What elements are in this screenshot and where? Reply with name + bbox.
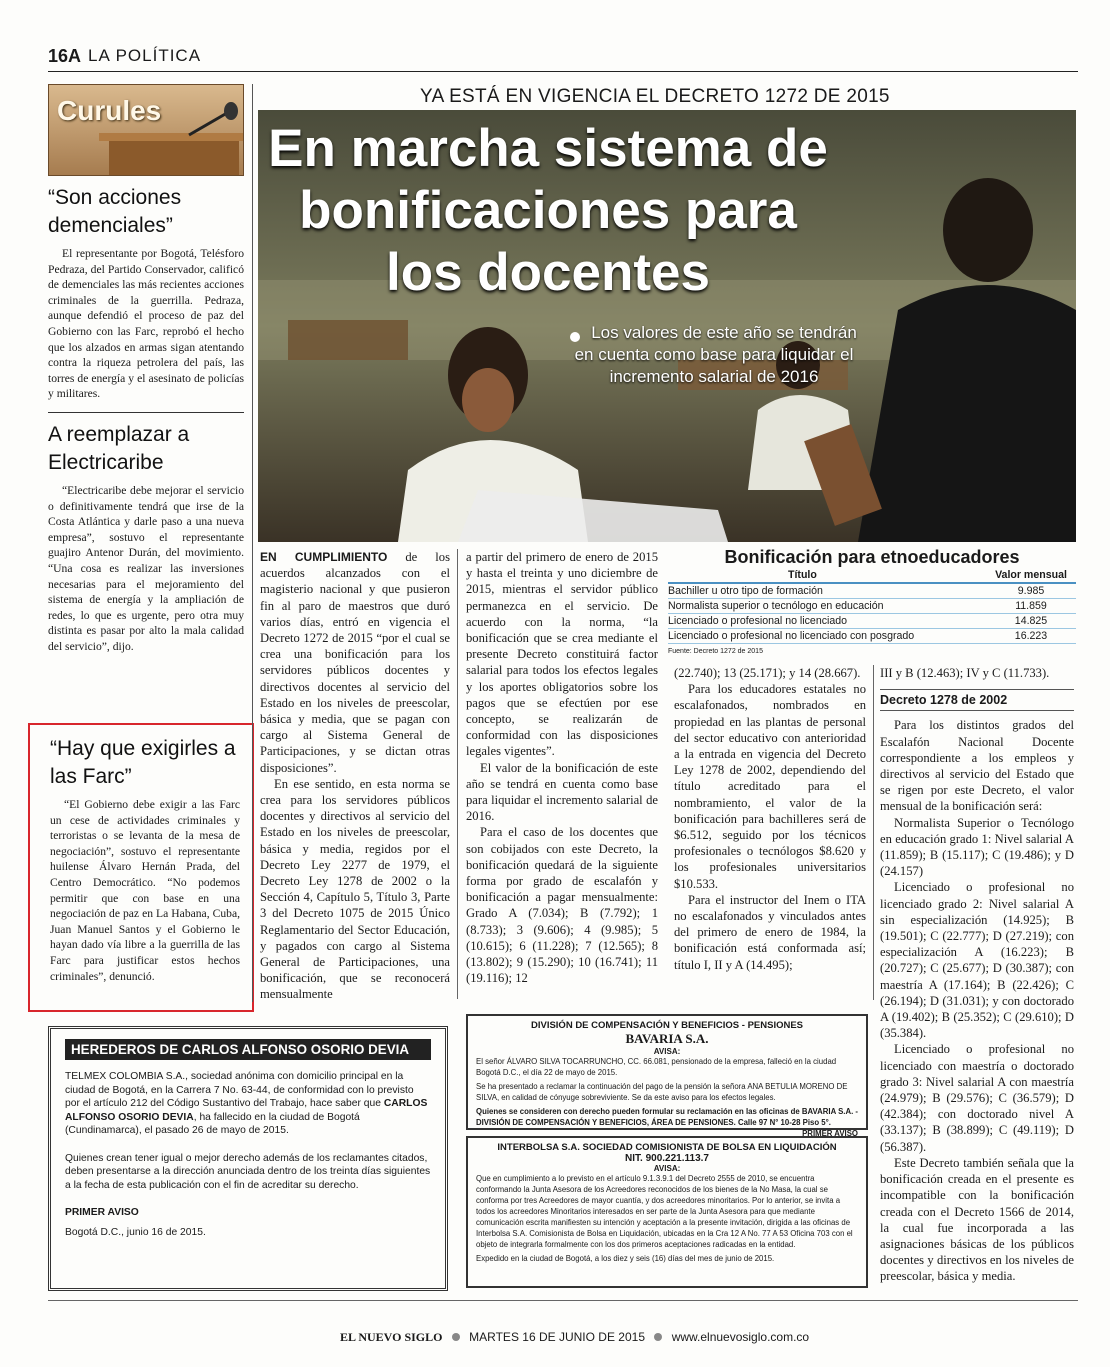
curules-item-1-headline: “Son acciones demenciales” (48, 186, 182, 237)
notice-osorio-text: TELMEX COLOMBIA S.A., sociedad anónima con domicilio principal en la ciudad de Bogotá, en la Carrera 7 No. 63-44, de conformidad con lo previsto por el artículo 212 del Código Sustantivo del Trabajo, hace saber que CARLOS ALFONSO OSORIO DEVIA, ha fallecido en la ciudad de Bogotá (Cundinamarca), el pasado 26 de mayo de 2015. Quienes crean tener igual o mejor derecho además de los reclamantes citados, deben presentarse a la dirección anunciada dentro de los treinta días siguientes a la fecha de esta publicación con el fin de acreditar su derecho. PRIMER AVISO Bogotá D.C., junio 16 de 2015. (65, 1071, 431, 1238)
curules-item-3-headline: “Hay que exigirles a las Farc” (50, 737, 236, 788)
page-number: 16A (48, 46, 82, 66)
article-col-3: (22.740); 13 (25.171); y 14 (28.667). Para los educadores estatales no escalafonados, nombrados en propiedad en las plantas de personal del sector educativo con anterioridad a la entrada en vigencia del Decreto Ley 1278 de 2002, dependiendo del título acreditado para el nombramiento, el valor de la bonificación para bachilleres será de $6.512, seguido por los técnicos profesionales o tecnólogos $8.620 y los profesionales universitarios $10.533. Para el instructor del Inem o ITA no escalafonados y vinculados antes del primero de enero de 1984, la bonificación está conformada así; título I, II y A (14.495); (674, 666, 866, 972)
table-row: Licenciado o profesional no licenciado con posgrado 16.223 (668, 629, 1076, 644)
table-source: Fuente: Decreto 1272 de 2015 (668, 648, 763, 655)
notice-bavaria-title: DIVISIÓN DE COMPENSACIÓN Y BENEFICIOS - PENSIONES (530, 1020, 804, 1031)
microphone-icon (49, 85, 244, 176)
table-row: Licenciado o profesional no licenciado 14.825 (668, 614, 1076, 629)
curules-logo (48, 84, 244, 176)
curules-item-1-text: El representante por Bogotá, Telésforo Pedraza, del Partido Conservador, calificó de demenciales las más recientes acciones criminales de la guerrilla. Pedraza, aunque defendió el proceso de paz del Gobierno con las Farc, reprobó el hecho que los alzados en armas sigan atentando contra la riqueza petrolera del país, las torres de energía y el asesinato de policías y militares. (48, 247, 244, 401)
curules-logo-text: Curules (57, 95, 162, 126)
section-subhead: Decreto 1278 de 2002 (880, 689, 1074, 708)
article-lead: Los valores de este año se tendrán en cuenta como base para liquidar el incremento salarial de 2016 (574, 323, 857, 386)
curules-item-3-box (28, 723, 254, 1012)
footer-dot-icon (452, 1333, 460, 1341)
notice-osorio-title: HEREDEROS DE CARLOS ALFONSO OSORIO DEVIA (65, 1039, 431, 1060)
notice-interbolsa: INTERBOLSA S.A. SOCIEDAD COMISIONISTA DE BOLSA EN LIQUIDACIÓN NIT. 900.221.113.7 AVISA: Que en cumplimiento a lo previsto en el artículo 9.1.3.9.1 del Decreto 2555 de 2010, se encuentra conformando la Junta Asesora de los Acreedores reconocidos de los bienes de la No Masa, la cual se conforma por tres Acreedores de mayor cuantía, y dos acreedores minoritarios. Por lo anterior, se invita a todos los acreedores Minoritarios interesados en ser parte de la Junta Asesora para que mediante comunicación escrita manifiesten su intención y aceptación a la presente invitación, dirigida a las oficinas de Interbolsa S.A. Comisionista de Bolsa en Liquidación, ubicadas en la Cra 12 A No. 77 A 53 Oficina 703 con el objeto de integrarla formalmente con los dos primeros aceptaciones radicadas en la entidad. Expedido en la ciudad de Bogotá, a los diez y seis (16) días del mes de junio de 2015. (466, 1136, 868, 1288)
curules-item-2-headline: A reemplazar a Electricaribe (48, 422, 190, 474)
footer-date: MARTES 16 DE JUNIO DE 2015 (469, 1330, 645, 1344)
article-col-4: III y B (12.463); IV y C (11.733). Decreto 1278 de 2002 Para los distintos grados del Escalafón Nacional Docente correspondiente a los empleos y directivos al servicio del Estado que se rigen por este Decreto, el valor mensual de la bonificación será: Normalista Superior o Tecnólogo en educación grado 1: Nivel salarial A (11.859); B (15.117); C (19.486); y D (24.157) Licenciado o profesional no licenciado grado 2: Nivel salarial A sin especialización (14.925); B (19.501); C (22.777); D (27.219); con especialización A (16.223); B (20.727); C (25.677); D (30.387); con maestría A (17.164); B (22.426); C (26.194); D (31.031); y con doctorado A (19.402); B (25.352); C (29.610); D (35.384). Licenciado o profesional no licenciado con maestría o doctorado grado 3: Nivel salarial A con maestría (24.979); B (29.576); C (36.579); D (42.384); con doctorado nivel A (33.137); B (38.899); C (49.119); D (56.387). Este Decreto también señala que la bonificación creada en el presente es incompatible con la bonificación creada con el Decreto 1566 de 2014, la cual fue incorporada a las asignaciones básicas de los públicos docentes y directivos en los niveles de preescolar, básica y media. (880, 666, 1074, 1284)
notice-bavaria-company: BAVARIA S.A. (625, 1031, 709, 1046)
section-name: LA POLÍTICA (88, 46, 202, 65)
curules-item-3-text: “El Gobierno debe exigir a las Farc un cese de actividades criminales y terroristas o se levanta de la mesa de negociación”, sostuvo el representante huilense Álvaro Hernán Prada, del Centro Democrático. “No podemos permitir que con base en una negociación de paz en La Habana, Cuba, Juan Manuel Santos y el Gobierno le hayan dado vía libre a la guerrilla de las Farc para justificar estos hechos criminales”, denunció. (50, 798, 240, 983)
article-col-2: a partir del primero de enero de 2015 y hasta el treinta y uno diciembre de 2015, mientras el servidor público permanezca en el servicio. De acuerdo con la norma, “la bonificación que se crea mediante el presente Decreto constituirá factor salarial para todos los efectos legales y los aportes obligatorios sobre los pagos que se efectúen por ese concepto, se realizarán de conformidad con las disposiciones legales vigentes”. El valor de la bonificación de este año se tendrá en cuenta como base para liquidar el incremento salarial de 2016. Para el caso de los docentes que son cobijados con este Decreto, la bonificación quedará de la siguiente forma por grado de escalafón y bonificación a pagar mensualmente: Grado A (7.034); B (7.792); 1 (8.733); 3 (9.606); 4 (9.985); 5 (10.615); 6 (11.228); 7 (12.565); 8 (13.802); 9 (15.290); 10 (16.741); 11 (19.116); 12 (466, 550, 658, 986)
bonificacion-table-header (668, 568, 1076, 584)
table-row: Bachiller u otro tipo de formación 9.985 (668, 584, 1076, 599)
notice-bavaria-text: El señor ÁLVARO SILVA TOCARRUNCHO, CC. 66.081, pensionado de la empresa, falleció en la ciudad Bogotá D.C., el día 22 de mayo de 2015. Se ha presentado a reclamar la continuación del pago de la pensión la señora ANA BETULIA MORENO DE SILVA, en calidad de cónyuge sobreviviente. Se da este aviso para los efectos legales. Quienes se consideren con derecho pueden formular su reclamación en las oficinas de BAVARIA S.A. - DIVISIÓN DE COMPENSACIÓN Y BENEFICIOS, ÁREA DE PENSIONES. Calle 97 N° 10-28 Piso 5°. PRIMER AVISO (476, 1057, 859, 1138)
col-value: Valor mensual (995, 569, 1067, 581)
page-folio (48, 42, 1078, 72)
article-headline: En marcha sistema de bonificaciones para los docentes (268, 119, 828, 302)
table-row: Normalista superior o tecnólogo en educación 11.859 (668, 599, 1076, 614)
footer-dot-icon (654, 1333, 662, 1341)
footer-paper-name: EL NUEVO SIGLO (340, 1330, 443, 1344)
article-kicker: YA ESTÁ EN VIGENCIA EL DECRETO 1272 DE 2015 (420, 86, 890, 107)
col-title: Título (788, 569, 817, 581)
bonificacion-table-title: Bonificación para etnoeducadores (724, 547, 1020, 567)
article-photo (258, 110, 1076, 542)
bonificacion-table (668, 547, 1076, 655)
article-col-1: EN CUMPLIMIENTO de los acuerdos alcanzados con el magisterio nacional y que pusieron fin al paro de maestros que duró varios días, entró en vigencia el Decreto 1272 de 2015 “por el cual se crea una bonificación para los servidores públicos docentes y directivos docentes al servicio del Estado en los niveles de preescolar, básica y media, que se pagan con cargo al Sistema General de Participaciones, y se dictan otras disposiciones”. En ese sentido, en esta norma se crea para los servidores públicos docentes y directivos al servicio del Estado en los niveles de preescolar, básica y media, regidos por el Decreto Ley 2277 de 1979, el Decreto Ley 1278 de 2002 o la Sección 4, Capítulo 5, Título 3, Parte 3 del Decreto 1075 de 2015 Único Reglamentario del Sector Educación, y pagados con cargo al Sistema General de Participaciones, una bonificación, que se reconocerá mensualmente (260, 550, 450, 1002)
curules-item-2-text: “Electricaribe debe mejorar el servicio o definitivamente tendrá que irse de la Costa Atlántica y darle paso a una nueva empresa”, sostuvo el representante guajiro Antenor Durán, del movimiento. “Una cosa es realizar las inversiones necesarias para el mejoramiento del sistema de energía y la ampliación de redes, lo que es urgente, pero otra muy distinta es pasar por alto la mala calidad del servicio”, dijo. (48, 483, 244, 653)
footer-url: www.elnuevosiglo.com.co (671, 1330, 810, 1344)
article-dropcap-lead: EN CUMPLIMIENTO (260, 550, 388, 564)
curules-column (48, 84, 244, 654)
notice-osorio (48, 1026, 448, 1291)
notice-bavaria: DIVISIÓN DE COMPENSACIÓN Y BENEFICIOS - PENSIONES BAVARIA S.A. AVISA: El señor ÁLVARO SILVA TOCARRUNCHO, CC. 66.081, pensionado de la empresa, falleció en la ciudad Bogotá D.C., el día 22 de mayo de 2015. Se ha presentado a reclamar la continuación del pago de la pensión la señora ANA BETULIA MORENO DE SILVA, en calidad de cónyuge sobreviviente. Se da este aviso para los efectos legales. Quienes se consideren con derecho pueden formular su reclamación en las oficinas de BAVARIA S.A. - DIVISIÓN DE COMPENSACIÓN Y BENEFICIOS, ÁREA DE PENSIONES. Calle 97 N° 10-28 Piso 5°. PRIMER AVISO (466, 1014, 868, 1130)
notice-interbolsa-title: INTERBOLSA S.A. SOCIEDAD COMISIONISTA DE BOLSA EN LIQUIDACIÓN (497, 1142, 837, 1153)
page-footer (340, 1330, 809, 1345)
notice-interbolsa-text: Que en cumplimiento a lo previsto en el artículo 9.1.3.9.1 del Decreto 2555 de 2010, se encuentra conformando la Junta Asesora de los Acreedores reconocidos de los bienes de la No Masa, la cual se conforma por tres Acreedores de mayor cuantía, y dos acreedores minoritarios. Por lo anterior, se invita a todos los acreedores Minoritarios interesados en ser parte de la Junta Asesora para que mediante comunicación escrita manifiesten su intención y aceptación a la presente invitación, dirigida a las oficinas de Interbolsa S.A. Comisionista de Bolsa en Liquidación, ubicadas en la Cra 12 A No. 77 A 53 Oficina 703 con el objeto de integrarla formalmente con los dos primeros aceptaciones radicadas en la entidad. Expedido en la ciudad de Bogotá, a los diez y seis (16) días del mes de junio de 2015. (476, 1174, 853, 1263)
notice-interbolsa-nit: NIT. 900.221.113.7 (625, 1153, 709, 1164)
